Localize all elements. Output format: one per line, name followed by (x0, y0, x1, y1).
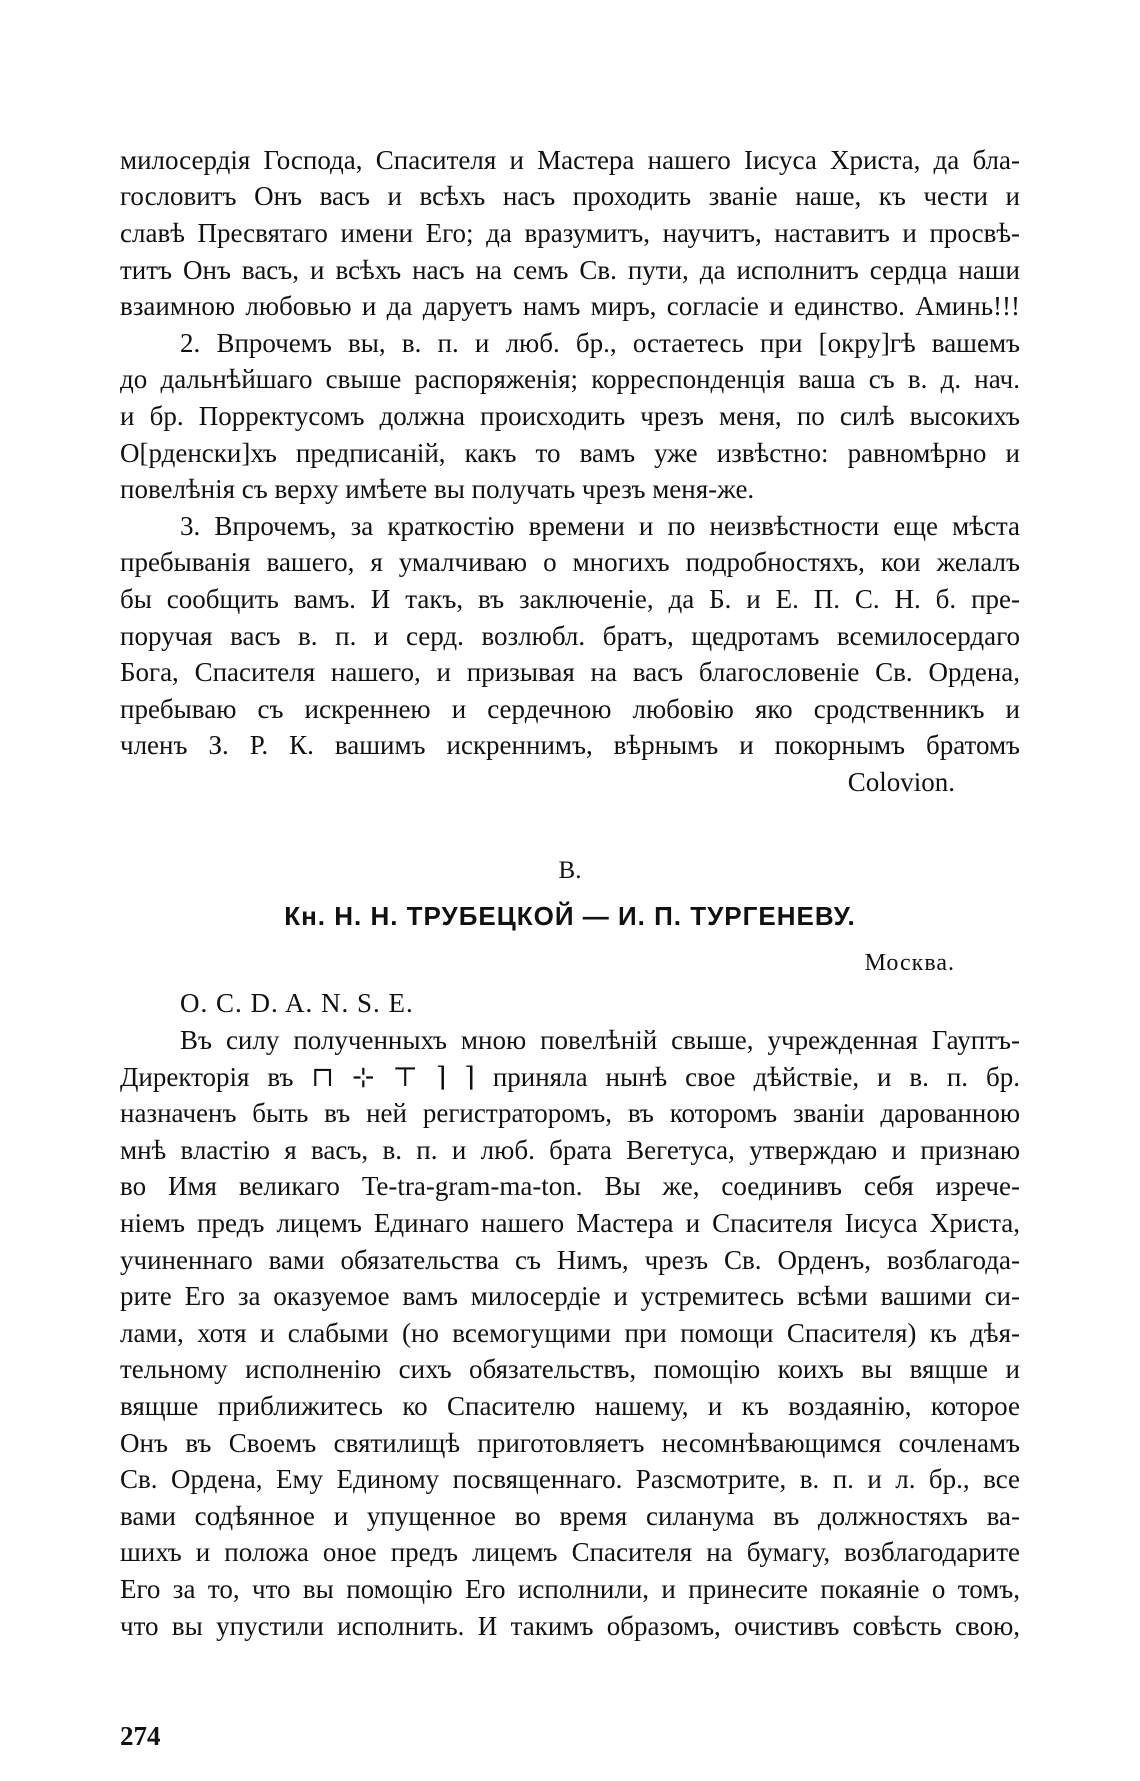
text-line: пребыванія вашего, я умалчиваю о многихъ подробностяхъ, кои желалъ (120, 547, 1020, 577)
text-line: Его за то, что вы помощію Его исполнили, и принесите покаяніе о томъ, (120, 1574, 1020, 1604)
text-line: титъ Онъ васъ, и всѣхъ насъ на семъ Св. пути, да исполнитъ сердца наши (120, 255, 1020, 285)
text-line: что вы упустили исполнить. И такимъ образомъ, очистивъ совѣсть свою, (120, 1611, 1020, 1641)
text-line: вами содѣянное и упущенное во время силанума въ должностяхъ ва- (120, 1501, 1020, 1531)
text-line: милосердія Господа, Спасителя и Мастера нашего Іисуса Христа, да бла- (120, 145, 1020, 175)
text-line: тельному исполненію сихъ обязательствъ, помощію коихъ вы вящше и (120, 1354, 1020, 1384)
text-line: лами, хотя и слабыми (но всемогущими при помощи Спасителя) къ дѣя- (120, 1318, 1020, 1348)
text-line: поручая васъ в. п. и серд. возлюбл. братъ, щедротамъ всемилосердаго (120, 621, 1020, 651)
text-line: и бр. Порректусомъ должна происходить чрезъ меня, по силѣ высокихъ (120, 401, 1020, 431)
text-line: шихъ и положа оное предъ лицемъ Спасителя на бумагу, возблагодарите (120, 1537, 1020, 1567)
text-line: до дальнѣйшаго свыше распоряженія; корреспонденція ваша съ в. д. нач. (120, 364, 1020, 394)
signature: Colovion. (847, 767, 955, 797)
text-line: рите Его за оказуемое вамъ милосердіе и устремитесь всѣми вашими си- (120, 1281, 1020, 1311)
text-line: Директорія въ ⊓ ⊹ ⊤ ⌉ ⌉ приняла нынѣ свое дѣйствіе, и в. п. бр. (120, 1062, 1020, 1092)
text-line: во Имя великаго Te-tra-gram-ma-ton. Вы же, соединивъ себя изрече- (120, 1171, 1020, 1201)
text-line: бы сообщить вамъ. И такъ, въ заключеніе, да Б. и Е. П. С. Н. б. пре- (120, 584, 1020, 614)
text-line: взаимною любовью и да даруетъ намъ миръ, согласіе и единство. Аминь!!! (120, 291, 1020, 321)
text-line: вящше приближитесь ко Спасителю нашему, и къ воздаянію, которое (120, 1391, 1020, 1421)
text-line: пребываю съ искреннею и сердечною любовію яко сродственникъ и (120, 694, 1020, 724)
text-line: повелѣнія съ верху имѣете вы получать чрезъ меня-же. (120, 474, 755, 504)
section-letter: В. (558, 857, 582, 884)
text-line: Св. Ордена, Ему Единому посвященнаго. Разсмотрите, в. п. и л. бр., все (120, 1464, 1020, 1494)
text-line: 2. Впрочемъ вы, в. п. и люб. бр., остаетесь при [окру]гѣ вашемъ (180, 328, 1020, 358)
page-number: 274 (120, 1721, 161, 1751)
salutation: O. C. D. A. N. S. E. (180, 988, 414, 1018)
text-line: Въ силу полученныхъ мною повелѣній свыше, учрежденная Гауптъ- (180, 1025, 1020, 1055)
text-line: учиненнаго вами обязательства съ Нимъ, чрезъ Св. Орденъ, возблагода- (120, 1245, 1020, 1275)
place-name: Москва. (864, 950, 955, 976)
text-line: славѣ Пресвятаго имени Его; да вразумитъ, научитъ, наставитъ и просвѣ- (120, 218, 1020, 248)
text-line: мнѣ властію я васъ, в. п. и люб. брата Вегетуса, утверждаю и признаю (120, 1135, 1020, 1165)
text-line: Онъ въ Своемъ святилищѣ приготовляетъ несомнѣвающимся сочленамъ (120, 1428, 1020, 1458)
letter-heading: Кн. Н. Н. ТРУБЕЦКОЙ — И. П. ТУРГЕНЕВУ. (284, 901, 856, 931)
text-line: гословитъ Онъ васъ и всѣхъ насъ проходить званіе наше, къ чести и (120, 181, 1020, 211)
text-line: членъ З. Р. К. вашимъ искреннимъ, вѣрнымъ и покорнымъ братомъ (120, 730, 1020, 760)
text-line: О[рденски]хъ предписаній, какъ то вамъ уже извѣстно: равномѣрно и (120, 438, 1020, 468)
text-line: назначенъ быть въ ней регистраторомъ, въ которомъ званіи дарованною (120, 1098, 1020, 1128)
text-line: 3. Впрочемъ, за краткостію времени и по неизвѣстности еще мѣста (180, 511, 1020, 541)
text-line: ніемъ предъ лицемъ Единаго нашего Мастера и Спасителя Іисуса Христа, (120, 1208, 1020, 1238)
text-line: Бога, Спасителя нашего, и призывая на васъ благословеніе Св. Ордена, (120, 657, 1020, 687)
